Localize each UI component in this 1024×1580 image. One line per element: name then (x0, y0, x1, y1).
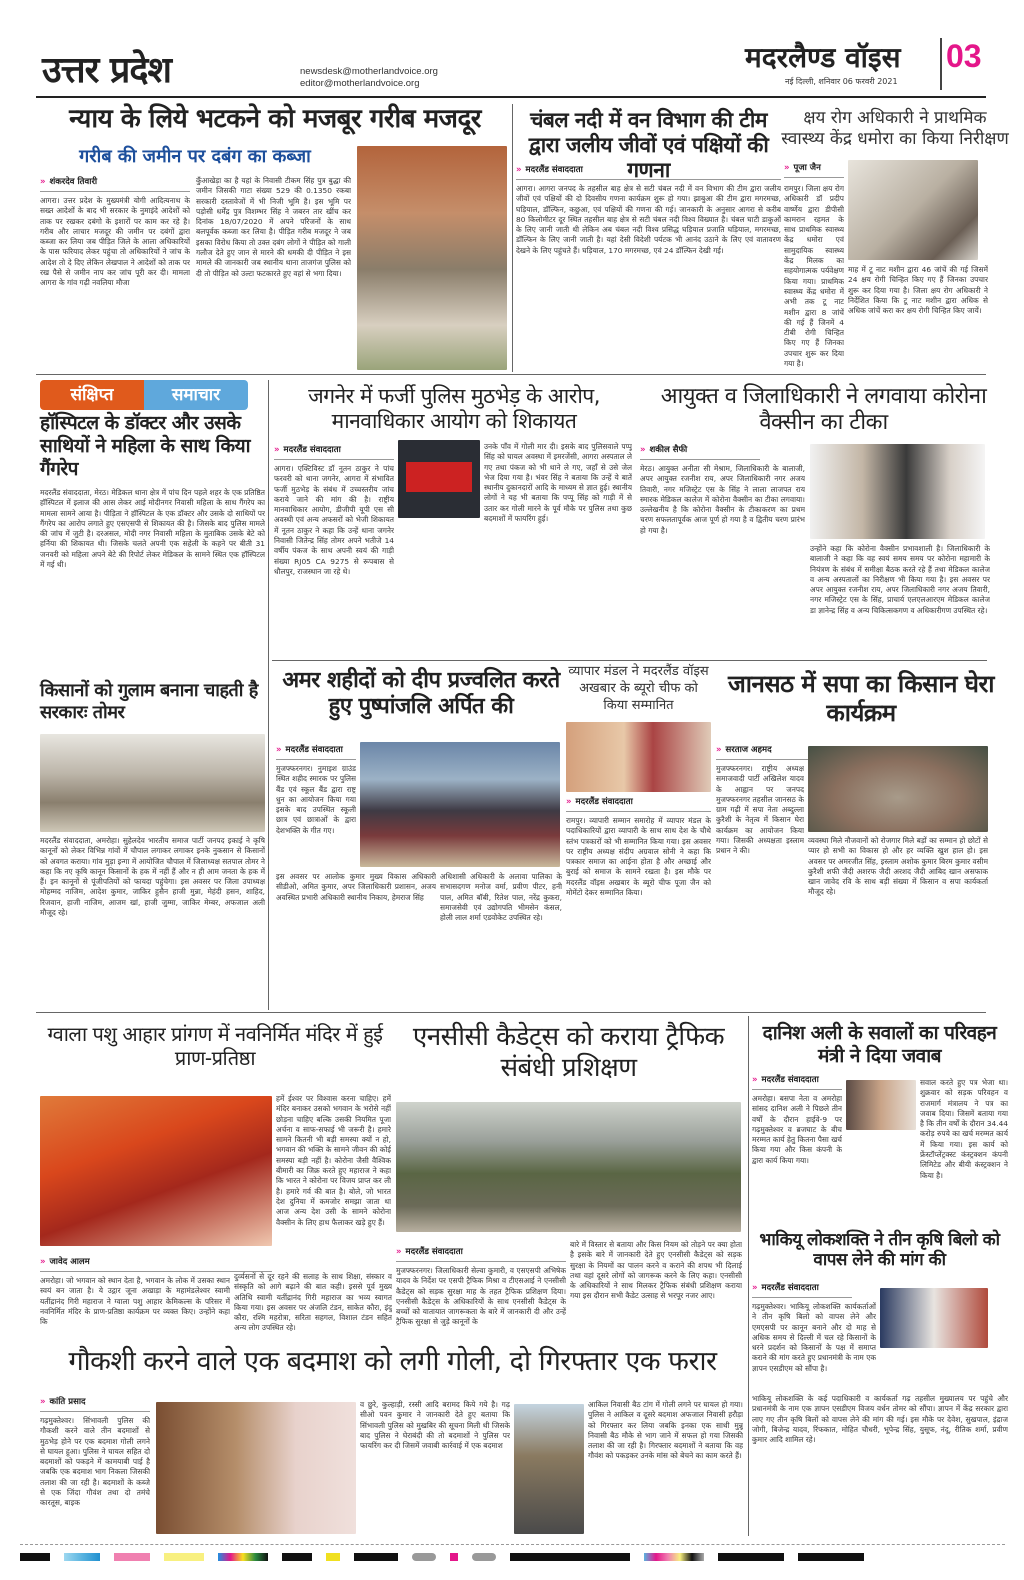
article-body-a8-col2: इस अवसर पर आलोक कुमार मुख्य विकास अधिकारी सीडीओ, अमित कुमार, अपर जिलाधिकारी प्रशासन, अजय अवस्थित प्रभारी अधिकारी स्थानीय निकाय, हेमराज सिंह (276, 872, 436, 902)
photo-health-centre (848, 160, 978, 260)
byline-a3: » पूजा जैन (784, 162, 844, 178)
article-body-a1-col1: आगरा। उत्तर प्रदेश के मुख्यमंत्री योगी आदित्यनाथ के सख्त आदेशों के बाद भी सरकार के नुमाइंदे आदेशों को ताक पर रखकर दबंगो के इशारों पर काम कर रहे है। गरीब और लाचार मजदूर की जमीन पर दबंगों द्वारा कब्जा कर लिया जब पीड़ित जिले के आला अधिकारियों के पास फरियाद लेकर पहुंचा तो अधिकारियों ने जांच के आदेश तो दे दिए लेकिन लेखपाल ने आदेशों को ताक पर रख पैसे से जमीन नाप कर जांच पूरी कर दी। मामला आगरा के गांव गढ़ी नवलिया मौजा (40, 196, 190, 288)
masthead-rule (36, 96, 986, 98)
article-body-a3-col2: माह में टू नाट मशीन द्वारा 46 जांचें की गई जिसमें 24 क्षय रोगी चिन्हित किए गए हैं जिनका उपचार शुरू कर दिया गया है। जिला क्षय रोग अधिकारी ने निर्देशित किया कि टू नाट मशीन द्वारा अधिक से अधिक जांचें करा कर क्षय रोगी चिन्हित किए जायें। (848, 265, 988, 316)
headline-a12: एनसीसी कैडेट्स को कराया ट्रैफिक संबंधी प्रशिक्षण (412, 1022, 725, 1084)
article-body-a8-col1: मुजफ्फरनगर। नुमाइश ग्राउंड स्थित शहीद स्मारक पर पुलिस बैंड एवं स्कूल बैंड द्वारा राष्ट्र धुन का आयोजन किया गया इसके बाद उपस्थित स्कूली छात्र एवं छात्राओं के द्वारा देशभक्ति के गीत गए। (276, 764, 356, 835)
email-newsdesk[interactable]: newsdesk@motherlandvoice.org (300, 66, 438, 77)
article-body-a1-col2: कुँआखेड़ा का है यहां के निवासी टीकम सिंह पुत्र बुद्धा की जमीन जिसकी गाटा संख्या 529 की 0.1350 रकबा सरकारी दस्तावेजों में भी निजी भूमि है। इस भूमि पर पड़ोसी धर्मेंद्र पुत्र विशम्भर सिंह ने जबरन तार खींच कर दिनांक 18/07/2020 में अपने परिजनों के साथ बलपूर्वक कब्जा कर लिया है। पीड़ित गरीब मजदूर ने जब इसका विरोध किया तो उक्त दबंग लोगों ने पीड़ित को गाली गलौज देते हुए जान से मारने की धमकी दी पीड़ित ने इस मामले की जानकारी जब स्थानीय थाना ताजगंज पुलिस को दी तो पीड़ित को उल्टा फटकारते हुए वहां से भगा दिया। (196, 176, 351, 278)
headline-a3: क्षय रोग अधिकारी ने प्राथमिक स्वास्थ्य केंद्र धमोरा का किया निरीक्षण (781, 108, 1009, 150)
headline-a13: दानिश अली के सवालों का परिवहन मंत्री ने दिया जवाब (762, 1022, 997, 1067)
article-body-a15-col1: गढ़मुक्तेश्वर। सिंभावली पुलिस की गौकशी करने वाले तीन बदमाशों से मुठभेड़ होने पर एक बदमाश गोली लगने से घायल हुआ। पुलिस ने घायल सहित दो बदमाशों को पकड़ने में कामयाबी पाई है जबकि एक बदमाश भाग निकला जिसकी तलाश की जा रही है। बदमाशों के कब्जे से एक जिंदा गौवंश तथा दो तमंचे कारतूस, बाइक (40, 1416, 150, 1508)
photo-temple-ceremony (40, 1096, 272, 1246)
byline-a12: » मदरलैंड संवाददाता (396, 1246, 566, 1262)
section-title: उत्तर प्रदेश (42, 50, 171, 91)
article-body-a8-col3: अधिशासी अधिकारी के अलावा पालिका के सभासदगण मनोज वर्मा, प्रवीण पीटर, हनी पाल, अमित बॉबी, रितेश पाल, नरेंद्र कुकरा, समाजसेवी एवं उद्योगपति भीमसेन कंसल, होली लाल शर्मा एडवोकेट उपस्थित रहे। (440, 872, 562, 923)
column-divider (512, 104, 513, 372)
photo-laborer (357, 146, 507, 370)
article-body-a15-col3: आकिल निवासी बैठ टांग में गोली लगने पर घायल हो गया। पुलिस ने आकिल व दूसरे बदमाश अफजाल निवासी हरौड़ा को गिरफ्तार कर लिया जबकि इनका एक साथी मुन्नू निवासी बैठ मौके से भाग जाने में सफल हो गया जिसकी तलाश की जा रही है। गिरफ्तार बदमाशों ने बताया कि वह गौवंश को पकड़कर उनके मांस को बेचने का काम करते हैं। (588, 1400, 743, 1461)
photo-memorandum (880, 1288, 988, 1348)
article-body-a13-col2: सवाल करते हुए पत्र भेजा था। शुक्रवार को सड़क परिवहन व राजमार्ग मंत्रालय ने पत्र का जवाब दिया। जिसमें बताया गया है कि तीन वर्षों के दौरान 34.44 करोड़ रुपये का खर्च मरम्मत कार्य में किया गया। इस कार्य को फ्रेंस्टॉप्लेंट्रक्स्ट कंस्ट्रक्शन कंपनी लिमिटेड और बीयी कंस्ट्रक्शन ने किया है। (920, 1078, 1008, 1180)
photo-chaupal-meeting (40, 734, 265, 832)
article-body-a15-col2: व छुरे, कुल्हाड़ी, रस्सी आदि बरामद किये गये है। गढ़ सीओ पवन कुमार ने जानकारी देते हुए बताया कि सिंभावली पुलिस को मुखबिर की सूचना मिली थी जिसके बाद पुलिस ने घेराबंदी की तो बदमाशों ने पुलिस पर फायरिंग कर दी जिसमें जवाबी कार्रवाई में एक बदमाश (360, 1400, 510, 1451)
byline-a6: » शकील सैफी (640, 444, 760, 460)
photo-danish-ali (846, 1080, 916, 1130)
article-body-a2: आगरा। आगरा जनपद के तहसील बाह क्षेत्र से सटी चंबल नदी में वन विभाग की टीम द्वारा जलीय जीवों एवं पक्षियों की दो दिवसीय गणना कार्यक्रम शुरू हो गया। झाबुआ की टीम द्वारा मगरमच्छ, घड़ियाल, डॉल्फिन, कछुआ, एवं पक्षियों की गणना की गई। जानकारी के अनुसार आगरा से करीब 80 किलोमीटर दूर स्थित तहसील बाह क्षेत्र से सटी चंबल नदी विश्व विख्यात है। चंबल घाटी डाकुओं के लिए जानी जाती थी लेकिन अब चंबल नदी विश्व प्रसिद्ध घड़ियाल प्रजाति घड़ियाल, मगरमच्छ, डॉल्फिन के लिए जानी जाती है। यहां देसी विदेशी पर्यटक भी आनंद उठाने के लिए एवं वातावरण देखने के लिए पहुंचते हैं। घड़ियाल, 170 मगरमच्छ, एवं 24 डॉल्फिन देखी गई। (516, 184, 781, 255)
paper-name: मदरलैण्ड वॉइस (745, 41, 901, 74)
byline-a9: » मदरलैंड संवाददाता (566, 796, 711, 812)
article-body-a5-col1: आगरा। एक्टिविस्ट डॉ नूतन ठाकुर ने पांच फरवरी को थाना जगनेर, आगरा में संभावित फर्जी मुठभेड़ के संबंध में उच्चस्तरीय जांच कराये जाने की मांग की है। राष्ट्रीय मानवाधिकार आयोग, डीजीपी यूपी एस सी अवस्थी एवं अन्य अफसरों को भेजी शिकायत में नूतन ठाकुर ने कहा कि उन्हें थाना जगनेर निवासी जितेन्द्र सिंह तोमर अपने भतीजे 14 वर्षीय पंकज के साथ अपनी स्वयं की गाड़ी संख्या RJ05 CA 9275 से रूपबास से धौलपुर, राजस्थान जा रहे थे। (274, 464, 394, 576)
photo-police-officer (514, 1404, 584, 1534)
redacted-image (406, 462, 472, 492)
footer-rule (20, 1544, 1005, 1545)
article-body-a11-col1: हमें ईश्वर पर विश्वास करना चाहिए। हमें मंदिर बनाकर उसको भगवान के भरोसे नहीं छोड़ना चाहिए बल्कि उसकी नियमित पूजा अर्चना व साफ-सफाई भी जरूरी है। हमारे सामने कितनी भी बड़ी समस्या क्यों न हो, भगवान की भक्ति के सामने जीवन की कोई समस्या बड़ी नहीं है। कोरोना जैसी वैश्विक बीमारी का जिक्र करते हुए महाराज ने कहा कि भारत ने कोरोना पर विजय प्राप्त कर ली है। हमारे गर्व की बात है। बोले, जो भारत देश दुनिया में कमजोर समझा जाता था आज अन्य देश उसी के सामने कोरोना वैक्सीन के लिए हाथ फैलाकर खड़े हुए हैं। (276, 1094, 391, 1227)
dateline: नई दिल्ली, शनिवार 06 फरवरी 2021 (785, 77, 898, 86)
email-editor[interactable]: editor@motherlandvoice.org (300, 78, 420, 89)
byline-a14: » मदरलैंड संवाददाता (752, 1282, 852, 1298)
section-divider (36, 1012, 986, 1013)
article-body-a10-col2: व्यवस्था मिले नौजवानों को रोजगार मिले बड़ों का सम्मान हो छोटों से प्यार हो सभी का विकास हो और हर व्यक्ति खुश हाल हो। इस अवसर पर अमरजीत सिंह, इस्लाम अशोक कुमार बिरम कुमार वसीम कुरैशी शफी जैदी अशरफ जैदी अरशद जैदी आबिद खान असफाक खान जावेद रवि के साथ बड़ी संख्या में किसान व सपा कार्यकर्ता मौजूद रहे। (808, 836, 988, 897)
article-body-a14-col2: भाकियू लोकशक्ति के कई पदाधिकारी व कार्यकर्ता गढ़ तहसील मुख्यालय पर पहुंचे और प्रधानमंत्री के नाम एक ज्ञापन एसडीएम विजय वर्धन तोमर को सौंपा। ज्ञापन में केंद्र सरकार द्वारा लाए गए तीन कृषि बिलों को वापस लेने की मांग की गई। इस मौके पर देवेश, सुखपाल, इंद्राज जोगी, बिजेन्द्र यादव, रिंफकात, मोहित चौधरी, भूपेन्द्र सिंह, युसूफ, नंदू, रीतिक शर्मा, प्रवीण कुमार आदि शामिल रहे। (752, 1394, 1008, 1445)
article-body-a5-col2: उनके पाँव में गोली मार दी। इसके बाद पुलिसवाले पप्पू सिंह को घायल अवस्था में इमरजेंसी, आगरा अस्पताल ले गए तथा पंकज को भी थाने ले गए, जहाँ से उसे जेल भेज दिया गया है। भंवर सिंह ने बताया कि उन्हें ये बातें स्थानीय दुकानदारों आदि के माध्यम से ज्ञात हुई। स्थानीय लोगों ने यह भी बताया कि पप्पू सिंह को गाड़ी में से उतार कर गोली मारने के पूर्व मौके पर पुलिस तथा कुछ बदमाशों में फायरिंग हुई। (484, 442, 632, 524)
section-divider (272, 660, 987, 661)
byline-a5: » मदरलैंड संवाददाता (274, 444, 394, 460)
article-body-a12-col2: बारे में विस्तार से बताया और किस नियम को तोड़ने पर क्या होता है इसके बारे में जानकारी देते हुए एनसीसी कैडेट्स को सड़क सुरक्षा के नियमों का पालन करने व कराने की शपथ भी दिलाई तथा वहां दूसरे लोगों को जागरूक करने के लिए कहा। एनसीसी के अधिकारियों ने साथ मिलकर ट्रैफिक संबंधी प्रशिक्षण कराया गया इस दौरान सभी कैडेट उत्साह से भरपूर नजर आए। (570, 1240, 742, 1301)
headline-a9: व्यापार मंडल ने मदरलैंड वॉइस अखबार के ब्यूरो चीफ को किया सम्मानित (568, 664, 709, 713)
subhead-a1: गरीब की जमीन पर दबंग का कब्जा (79, 146, 311, 167)
page-number: 03 (940, 38, 982, 90)
article-body-a14-col1: गढ़मुक्तेश्वर। भाकियू लोकशक्ति कार्यकर्ताओं ने तीन कृषि बिलो को वापस लेने और एमएसपी पर कानून बनाने और दो माह से अधिक समय से दिल्ली में चल रहे किसानों के धरने प्रदर्शन को किसानों के पक्ष में समाप्त कराने की मांग करते हुए प्रधानमंत्री के नाम एक ज्ञापन एसडीएम को सौंपा है। (752, 1302, 876, 1373)
badge-label-left: संक्षिप्त (40, 380, 144, 410)
photo-martyrs-tribute (360, 742, 560, 867)
headline-a15: गौकशी करने वाले एक बदमाश को लगी गोली, दो गिरफ्तार एक फरार (68, 1346, 717, 1377)
byline-a15: » कांति प्रसाद (40, 1396, 150, 1412)
section-divider (36, 374, 986, 375)
article-body-a11-col2: अमरोहा। जो भगवान को स्थान देता है, भगवान के लोक में उसका स्थान स्वयं बन जाता है। ये उद्गार जूना अखाड़ा के महामंडलेश्वर स्वामी यतींद्रानंद गिरी महाराज ने ग्वाला पशु आहार केमिकल्स के परिसर में नवनिर्मित मंदिर के प्राण-प्रतिष्ठा कार्यक्रम पर व्यक्त किए। उन्होंने कहा कि (40, 1276, 230, 1327)
byline-a11: » जावेद आलम (40, 1256, 272, 1272)
article-body-a11-col3: दुर्व्यसनों से दूर रहने की सलाह के साथ शिक्षा, संस्कार व संस्कृति को आगे बढ़ाने की बात कही। इससे पूर्व मुख्य अतिथि स्वामी यतींद्रानंद गिरी महाराज का भव्य स्वागत किया गया। इस अवसर पर अंजलि टंडन, साकेत कौरा, इंदु कौरा, रश्मि महरोत्रा, सरिता सहगल, विशाल टंडन सहित अन्य लोग उपस्थित रहे। (234, 1272, 392, 1333)
byline-a10: » सरताज अहमद (716, 744, 816, 760)
photo-farmers-gathering (808, 746, 988, 832)
brief-news-badge (40, 380, 248, 410)
photo-tweet-screenshot (398, 440, 480, 518)
byline-a8: » मदरलैंड संवाददाता (276, 744, 356, 760)
byline-a13: » मदरलैंड संवाददाता (752, 1074, 842, 1090)
headline-a8: अमर शहीदों को दीप प्रज्वलित करते हुए पुष्पांजलि अर्पित की (282, 668, 560, 720)
printer-color-bars (20, 1552, 1005, 1562)
headline-a11: ग्वाला पशु आहार प्रांगण में नवनिर्मित मंदिर में हुई प्राण-प्रतिष्ठा (47, 1022, 383, 1070)
headline-a10: जानसठ में सपा का किसान घेरा कार्यक्रम (728, 670, 994, 727)
photo-vaccination (810, 444, 985, 539)
article-body-a6-col2: उन्होंने कहा कि कोरोना वैक्सीन प्रभावशाली है। जिलाधिकारी के बालाजी ने कहा कि वह स्वयं समय समय पर कोरोना महामारी के नियंत्रण के संबंध में समीक्षा बैठक करते रहे हैं तथा मेडिकल कालेज व अन्य अस्पतालों का निरीक्षण भी किया गया है। इस अवसर पर अपर आयुक्त रजनीश राय, अपर जिलाधिकारी नगर अजय तिवारी, नगर मजिस्ट्रेट एस के सिंह, प्राचार्य एलएलआरएम मेडिकल कालेज डा ज्ञानेन्द्र सिंह व अन्य चिकित्सकगण व अधिकारीगण उपस्थित रहे। (810, 544, 990, 615)
headline-a1: न्याय के लिये भटकने को मजबूर गरीब मजदूर (69, 104, 481, 134)
headline-a4: हॉस्पिटल के डॉक्टर और उसके साथियों ने महिला के साथ किया गैंगरेप (40, 412, 251, 480)
article-body-a3-col1: रामपुर। जिला क्षय रोग अधिकारी डॉ प्रदीप वार्ष्णेय द्वारा डीपीसी कामरान रहमत के साथ प्राथमिक स्वास्थ्य केंद्र धमोरा एवं सामुदायिक स्वास्थ्य केंद्र मिलक का सहयोगात्मक पर्यवेक्षण किया गया। प्राथमिक स्वास्थ्य केंद्र धमोरा में अभी तक टू नाट मशीन द्वारा 8 जांचें की गई हैं जिनमें 4 टीबी रोगी चिन्हित किए गए हैं जिनका उपचार शुरू कर दिया गया है। (784, 184, 844, 369)
byline-a1: » शंकरदेव तिवारी (40, 176, 190, 192)
byline-marker-icon: » (40, 177, 46, 187)
article-body-a7: मदरलैंड संवाददाता, अमरोहा। सुहेलदेव भारतीय समाज पार्टी जनपद इकाई ने कृषि कानूनों को लेकर विभिन्न गांवों में चौपाल लगाकर लगाकर इनके नुकसान से किसानों को अवगत कराया। गांव मुड़ा इन्गा में आयोजित चौपाल में जिलाध्यक्ष सतपाल तोमर ने कहा कि नए कृषि कानून किसानों के हक में नहीं हैं और न ही आम जनता के हक में हैं। इन कानूनों से पूंजीपतियों को फायदा पहुंचेगा। इस अवसर पर जिला उपाध्यक्ष मोहम्मद नाजिम, आदेश कुमार, जाकिर हुसैन हाजी मुन्ना, मेहंदी हसन, शाहिद, रिजवान, हाजी नाजिम, आजम खां, हाजी जुम्मा, जाकिर मेम्बर, अफजाल अली मौजूद रहे। (40, 836, 265, 918)
headline-a2: चंबल नदी में वन विभाग की टीम द्वारा जलीय जीवों एवं पक्षियों की गणना (528, 108, 769, 183)
photo-ncc-cadets (396, 1102, 741, 1232)
headline-a14: भाकियू लोकशक्ति ने तीन कृषि बिलो को वापस लेने की मांग की (759, 1230, 1000, 1271)
article-body-a10-col1: मुजफ्फरनगर। राष्ट्रीय अध्यक्ष समाजवादी पार्टी अखिलेश यादव के आह्वान पर जनपद मुजफ्फरनगर तहसील जानसठ के ग्राम गढ़ी में सपा नेता अब्दुल्ला कुरैशी के नेतृत्व में किसान घेरा कार्यक्रम का आयोजन किया गया। जिसकी अध्यक्षता इस्लाम प्रधान ने की। (716, 764, 804, 856)
headline-a6: आयुक्त व जिलाधिकारी ने लगवाया कोरोना वैक्सीन का टीका (660, 384, 987, 436)
article-body-a13-col1: अमरोहा। बसपा नेता व अमरोहा सांसद दानिश अली ने पिछले तीन वर्षों के दौरान हाईवे-9 पर गढ़मुक्तेश्वर व ब्रजघाट के बीच मरम्मत कार्य हेतु कितना पैसा खर्च किया गया और किस कंपनी के द्वारा कार्य किया गया। (752, 1094, 842, 1165)
column-divider (748, 1016, 749, 1536)
headline-a5: जगनेर में फर्जी पुलिस मुठभेड़ के आरोप, मानवाधिकार आयोग को शिकायत (308, 384, 600, 434)
article-body-a6-col1: मेरठ। आयुक्त अनीता सी मेश्राम, जिलाधिकारी के बालाजी, अपर आयुक्त रजनीश राय, अपर जिलाधिकारी नगर अजय तिवारी, नगर मजिस्ट्रेट एस के सिंह ने लाला लाजपत राय स्मारक मेडिकल कालेज में कोरोना वैक्सीन का टीका लगवाया। उल्लेखनीय है कि कोरोना वैक्सीन के टीकाकरण का प्रथम चरण सफलतापूर्वक आज पूर्ण हो गया है व द्वितीय चरण प्रारंभ हो गया है। (640, 464, 805, 535)
article-body-a9: रामपुर। व्यापारी सम्मान समारोह में व्यापार मंडल के पदाधिकारियों द्वारा व्यापारी के साथ साथ देश के चौथे स्तंभ पत्रकारों को भी सम्मानित किया गया। इस अवसर पर राष्ट्रीय अध्यक्ष संदीप अग्रवाल सोनी ने कहा कि पत्रकार समाज का आईना होता है और अच्छाई और बुराई को समाज के सामने रखता है। इस मौके पर मदरलैंड वॉइस अखबार के ब्यूरो चीफ पूजा जैन को मोमेंटो देकर सम्मानित किया। (566, 816, 711, 898)
photo-felicitation (566, 722, 711, 792)
photo-arrested-accused (156, 1402, 356, 1534)
column-divider (268, 380, 269, 1010)
contact-emails (300, 66, 438, 90)
badge-label-right: समाचार (144, 380, 248, 410)
headline-a7: किसानों को गुलाम बनाना चाहती है सरकारः तोमर (40, 680, 258, 723)
byline-a2: » मदरलैंड संवाददाता (516, 164, 781, 180)
article-body-a4: मदरलैंड संवाददाता, मेरठ। मेडिकल थाना क्षेत्र में पांच दिन पहले शहर के एक प्रतिष्ठित हॉस्पिटल में इलाज की आस लेकर आई मोदीनगर निवासी महिला के साथ गैंगरेप का मामला सामने आया है। पीड़िता ने हॉस्पिटल के एक डॉक्टर और उसके दो साथियों पर गैंगरेप का आरोप लगाते हुए एसएसपी से शिकायत की है। जिसके बाद पुलिस मामले की जांच में जुटी है। दरअसल, मोदी नगर निवासी महिला के मुताबिक उसके बेटे को हर्निया की शिकायत थी। जिसके चलते अपनी एक सहेली के कहने पर बीती 31 जनवरी को महिला अपने बेटे की रिपोर्ट लेकर मेडिकल के सामने स्थित एक हॉस्पिटल में गई थी। (40, 488, 265, 570)
article-body-a12-col1: मुजफ्फरनगर। जिलाधिकारी सेल्वा कुमारी, व एसएसपी अभिषेक यादव के निर्देश पर एसपी ट्रैफिक मिश्रा व टीएसआई ने एनसीसी कैडेट्स को सड़क सुरक्षा माह के तहत ट्रैफिक प्रशिक्षण दिया। एनसीसी कैडेट्स के अधिकारियों के साथ एनसीसी कैडेट्स के बच्चों को यातायात जागरूकता के बारे में जानकारी दी और उन्हें ट्रैफिक सुरक्षा से जुड़े कानूनों के (396, 1266, 566, 1327)
